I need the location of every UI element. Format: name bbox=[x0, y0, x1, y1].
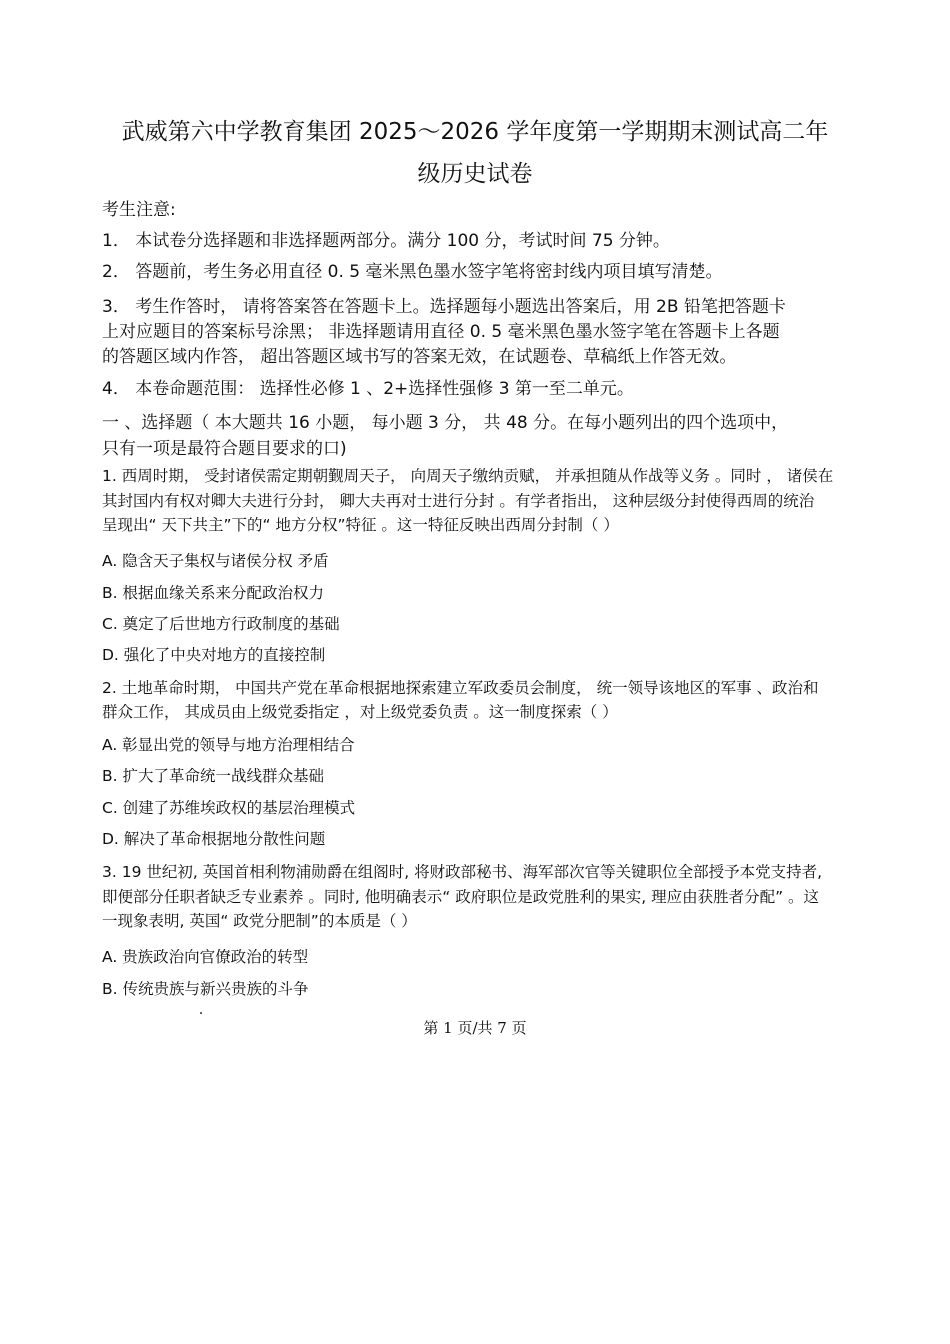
section-heading: 只有一项是最符合题目要求的口) bbox=[102, 439, 347, 459]
question-2-option-b: B. 扩大了革命统一战线群众基础 bbox=[102, 767, 324, 785]
notice-item: 4． 本卷命题范围： 选择性必修 1 、2+选择性强修 3 第一至二单元。 bbox=[102, 379, 634, 399]
question-3-option-a: A. 贵族政治向官僚政治的转型 bbox=[102, 948, 309, 966]
question-2-option-d: D. 解决了革命根据地分散性问题 bbox=[102, 830, 326, 848]
question-1-text: 1. 西周时期， 受封诸侯需定期朝觐周天子， 向周天子缴纳贡赋， 并承担随从作战等义务 。同时 ， 诸侯在 bbox=[102, 467, 834, 485]
scan-speck bbox=[200, 1012, 202, 1014]
question-3-option-b: B. 传统贵族与新兴贵族的斗争 bbox=[102, 980, 309, 998]
question-2-text: 群众工作， 其成员由上级党委指定 ，对上级党委负责 。这一制度探索（ ） bbox=[102, 703, 618, 721]
notice-item: 1． 本试卷分选择题和非选择题两部分。满分 100 分，考试时间 75 分钟。 bbox=[102, 231, 670, 251]
question-2-option-a: A. 彰显出党的领导与地方治理相结合 bbox=[102, 736, 355, 754]
question-3-text: 3. 19 世纪初, 英国首相利物浦勋爵在组阁时, 将财政部秘书、海军部次官等关键职位全部授予本党支持者, bbox=[102, 863, 823, 881]
exam-title-line-1: 武威第六中学教育集团 2025～2026 学年度第一学期期末测试高二年 bbox=[121, 119, 829, 145]
question-3-text: 即便部分任职者缺乏专业素养 。同时, 他明确表示“ 政府职位是政党胜利的果实, 理应由获胜者分配” 。这 bbox=[102, 888, 820, 906]
notice-item: 的答题区域内作答， 超出答题区域书写的答案无效，在试题卷、草稿纸上作答无效。 bbox=[102, 347, 737, 367]
question-1-option-d: D. 强化了中央对地方的直接控制 bbox=[102, 646, 326, 664]
question-2-option-c: C. 创建了苏维埃政权的基层治理模式 bbox=[102, 799, 356, 817]
question-1-option-b: B. 根据血缘关系来分配政治权力 bbox=[102, 584, 324, 602]
exam-title-line-2: 级历史试卷 bbox=[417, 161, 533, 187]
notice-item: 3． 考生作答时， 请将答案答在答题卡上。选择题每小题选出答案后，用 2B 铅笔把答题卡 bbox=[102, 297, 786, 317]
question-2-text: 2. 土地革命时期， 中国共产党在革命根据地探索建立军政委员会制度， 统一领导该地区的军事 、政治和 bbox=[102, 679, 819, 697]
notice-item: 上对应题目的答案标号涂黑； 非选择题请用直径 0. 5 毫米黑色墨水签字笔在答题卡上各题 bbox=[102, 322, 780, 342]
question-1-option-a: A. 隐含天子集权与诸侯分权 矛盾 bbox=[102, 552, 329, 570]
section-heading: 一 、选择题（ 本大题共 16 小题， 每小题 3 分， 共 48 分。在每小题列出的四个选项中， bbox=[102, 413, 789, 433]
page-number-footer: 第 1 页/共 7 页 bbox=[423, 1019, 527, 1037]
question-1-option-c: C. 奠定了后世地方行政制度的基础 bbox=[102, 615, 340, 633]
question-3-text: 一现象表明, 英国“ 政党分肥制”的本质是（ ） bbox=[102, 912, 417, 930]
question-1-text: 其封国内有权对卿大夫进行分封， 卿大夫再对士进行分封 。有学者指出， 这种层级分封使得西周的统治 bbox=[102, 492, 815, 510]
notice-heading: 考生注意: bbox=[102, 200, 176, 220]
notice-item: 2． 答题前，考生务必用直径 0. 5 毫米黑色墨水签字笔将密封线内项目填写清楚。 bbox=[102, 262, 723, 282]
question-1-text: 呈现出“ 天下共主”下的“ 地方分权”特征 。这一特征反映出西周分封制（ ） bbox=[102, 516, 619, 534]
